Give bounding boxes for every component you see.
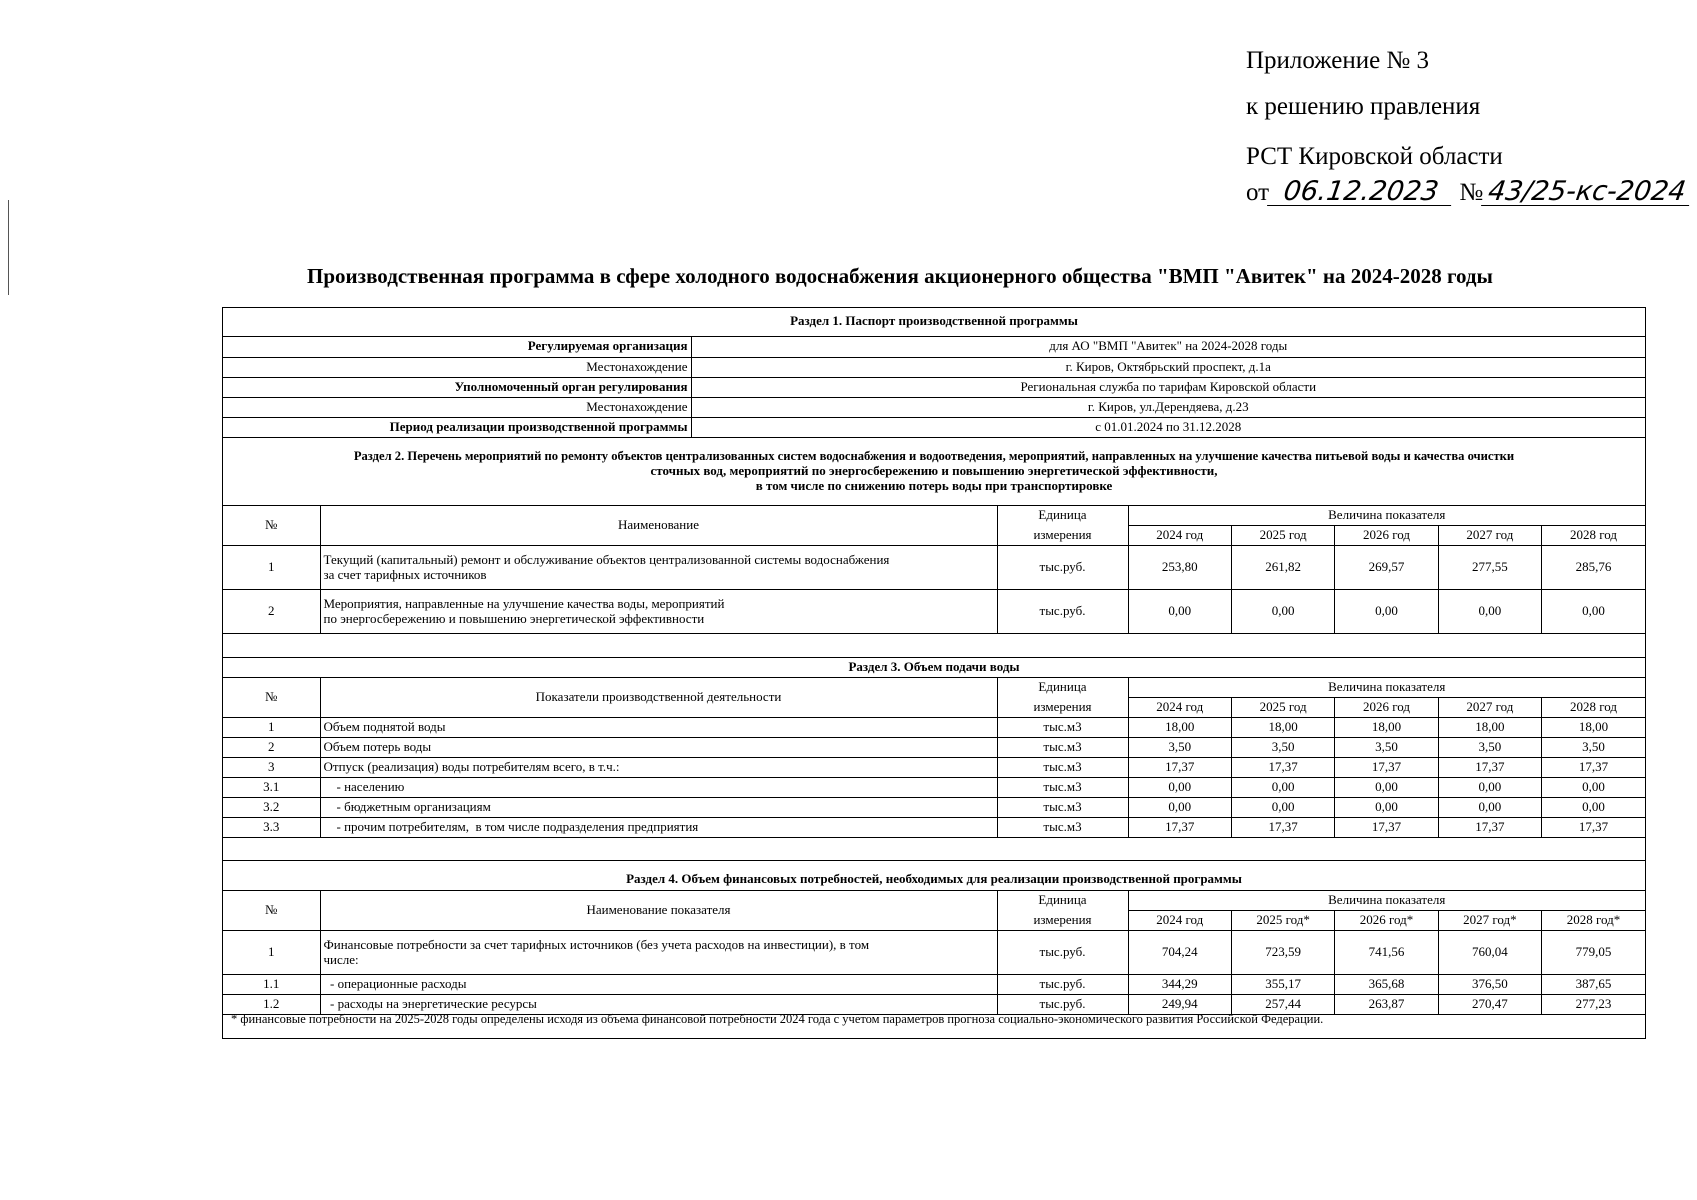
row-value: 0,00 xyxy=(1231,798,1334,818)
row-value: 17,37 xyxy=(1128,758,1231,778)
section2-heading xyxy=(223,438,1645,506)
row-name-line-2: за счет тарифных источников xyxy=(323,566,487,582)
row-no: 2 xyxy=(223,738,320,758)
row-value: 17,37 xyxy=(1335,758,1438,778)
table-row xyxy=(223,718,1645,738)
year-header: 2024 год xyxy=(1128,526,1231,546)
row-value: 376,50 xyxy=(1438,975,1541,995)
row-value: 17,37 xyxy=(1335,818,1438,838)
year-header: 2028 год xyxy=(1542,698,1645,718)
scan-edge-line xyxy=(8,200,9,295)
date-prefix: от xyxy=(1246,179,1270,206)
row-value: 253,80 xyxy=(1128,546,1231,590)
row-name-line-2: числе: xyxy=(323,951,359,967)
row-value: 0,00 xyxy=(1542,590,1645,634)
section4-heading: Раздел 4. Объем финансовых потребностей, необходимых для реализации производственной программы xyxy=(223,861,1645,891)
year-header: 2025 год xyxy=(1231,698,1334,718)
col-unit-header-2: измерения xyxy=(997,698,1128,718)
row-value: 0,00 xyxy=(1335,778,1438,798)
section2-table xyxy=(223,437,1645,634)
section2-header-row xyxy=(223,506,1645,526)
table-row xyxy=(223,818,1645,838)
year-header: 2025 год xyxy=(1231,526,1334,546)
row-value: 0,00 xyxy=(1438,798,1541,818)
table-row xyxy=(223,778,1645,798)
row-value: 387,65 xyxy=(1542,975,1645,995)
row-name-line-1: Финансовые потребности за счет тарифных источников (без учета расходов на инвестиции), в том xyxy=(323,936,870,952)
row-name xyxy=(320,931,997,975)
passport-row xyxy=(223,397,1645,417)
row-name xyxy=(320,590,997,634)
section4-heading-row xyxy=(223,861,1645,891)
row-value: 3,50 xyxy=(1542,738,1645,758)
col-no-header: № xyxy=(223,506,320,546)
col-value-header: Величина показателя xyxy=(1128,678,1645,698)
row-value: 17,37 xyxy=(1128,818,1231,838)
passport-label: Регулируемая организация xyxy=(223,336,691,357)
year-header: 2024 год xyxy=(1128,698,1231,718)
row-value: 344,29 xyxy=(1128,975,1231,995)
section3-heading-row xyxy=(223,658,1645,678)
row-no: 1.1 xyxy=(223,975,320,995)
row-unit: тыс.руб. xyxy=(997,995,1128,1015)
row-unit: тыс.м3 xyxy=(997,738,1128,758)
row-no: 1 xyxy=(223,931,320,975)
row-no: 3.2 xyxy=(223,798,320,818)
document-title: Производственная программа в сфере холодного водоснабжения акционерного общества "ВМП "Авитек" на 2024-2028 годы xyxy=(307,264,1493,288)
table-row xyxy=(223,738,1645,758)
row-value: 17,37 xyxy=(1231,818,1334,838)
passport-row xyxy=(223,336,1645,357)
row-value: 17,37 xyxy=(1438,758,1541,778)
table-row xyxy=(223,798,1645,818)
row-no: 2 xyxy=(223,590,320,634)
year-header: 2024 год xyxy=(1128,911,1231,931)
year-header: 2028 год* xyxy=(1542,911,1645,931)
passport-value: с 01.01.2024 по 31.12.2028 xyxy=(691,417,1645,437)
row-name: Объем поднятой воды xyxy=(320,718,997,738)
handwritten-number: 43/25-кс-2024 xyxy=(1481,178,1693,206)
row-value: 3,50 xyxy=(1438,738,1541,758)
row-value: 0,00 xyxy=(1231,590,1334,634)
row-name-line-1: Текущий (капитальный) ремонт и обслуживание объектов централизованной системы водоснабжения xyxy=(323,551,890,567)
row-value: 3,50 xyxy=(1231,738,1334,758)
row-name: - расходы на энергетические ресурсы xyxy=(320,995,997,1015)
row-value: 249,94 xyxy=(1128,995,1231,1015)
col-value-header: Величина показателя xyxy=(1128,891,1645,911)
approval-line-3: РСТ Кировской области xyxy=(1246,143,1503,170)
row-value: 723,59 xyxy=(1231,931,1334,975)
table-row xyxy=(223,546,1645,590)
row-unit: тыс.м3 xyxy=(997,798,1128,818)
row-name-line-2: по энергосбережению и повышению энергетической эффективности xyxy=(323,610,705,626)
row-name: - операционные расходы xyxy=(320,975,997,995)
row-value: 18,00 xyxy=(1542,718,1645,738)
row-value: 0,00 xyxy=(1438,778,1541,798)
row-value: 0,00 xyxy=(1128,590,1231,634)
row-value: 257,44 xyxy=(1231,995,1334,1015)
row-value: 17,37 xyxy=(1542,818,1645,838)
row-value: 261,82 xyxy=(1231,546,1334,590)
row-value: 270,47 xyxy=(1438,995,1541,1015)
passport-label: Местонахождение xyxy=(223,397,691,417)
year-header: 2026 год xyxy=(1335,698,1438,718)
passport-value: для АО "ВМП "Авитек" на 2024-2028 годы xyxy=(691,336,1645,357)
section2-heading-line-1: Раздел 2. Перечень мероприятий по ремонту объектов централизованных систем водоснабжения и водоотведения, мероприятий, направленных на улучшение качества питьевой воды и качества очистки xyxy=(353,449,1515,464)
table-row xyxy=(223,975,1645,995)
row-value: 760,04 xyxy=(1438,931,1541,975)
year-header: 2027 год xyxy=(1438,526,1541,546)
footnote: * финансовые потребности на 2025-2028 годы определены исходя из объема финансовой потребности 2024 года с учетом параметров прогноза социально-экономического развития Российской Федерации. xyxy=(231,1012,1324,1026)
section3-table xyxy=(223,657,1645,838)
row-name-line-1: Мероприятия, направленные на улучшение качества воды, мероприятий xyxy=(323,595,725,611)
row-value: 17,37 xyxy=(1231,758,1334,778)
table-row xyxy=(223,758,1645,778)
row-unit: тыс.руб. xyxy=(997,931,1128,975)
year-header: 2025 год* xyxy=(1231,911,1334,931)
row-value: 0,00 xyxy=(1231,778,1334,798)
passport-value: г. Киров, Октябрьский проспект, д.1а xyxy=(691,357,1645,377)
section4-table xyxy=(223,860,1645,1015)
row-value: 0,00 xyxy=(1542,778,1645,798)
number-prefix: № xyxy=(1459,179,1484,206)
col-unit-header-2: измерения xyxy=(997,526,1128,546)
row-no: 1 xyxy=(223,546,320,590)
row-value: 3,50 xyxy=(1128,738,1231,758)
approval-line-1: Приложение № 3 xyxy=(1246,47,1430,74)
section2-heading-row xyxy=(223,438,1645,506)
row-value: 18,00 xyxy=(1335,718,1438,738)
row-unit: тыс.м3 xyxy=(997,758,1128,778)
section1-table xyxy=(223,308,1645,438)
row-value: 355,17 xyxy=(1231,975,1334,995)
col-unit-header: Единица xyxy=(997,678,1128,698)
row-value: 741,56 xyxy=(1335,931,1438,975)
passport-value: Региональная служба по тарифам Кировской области xyxy=(691,377,1645,397)
year-header: 2027 год* xyxy=(1438,911,1541,931)
section4-header-row xyxy=(223,891,1645,911)
row-value: 0,00 xyxy=(1128,798,1231,818)
approval-line-2: к решению правления xyxy=(1246,93,1481,120)
row-value: 277,23 xyxy=(1542,995,1645,1015)
section3-header-row xyxy=(223,678,1645,698)
row-name: - прочим потребителям, в том числе подразделения предприятия xyxy=(320,818,997,838)
row-unit: тыс.м3 xyxy=(997,718,1128,738)
row-name: Отпуск (реализация) воды потребителям всего, в т.ч.: xyxy=(320,758,997,778)
row-value: 0,00 xyxy=(1438,590,1541,634)
row-value: 285,76 xyxy=(1542,546,1645,590)
passport-row xyxy=(223,357,1645,377)
row-no: 3.1 xyxy=(223,778,320,798)
passport-label: Период реализации производственной программы xyxy=(223,417,691,437)
row-unit: тыс.м3 xyxy=(997,778,1128,798)
col-unit-header: Единица xyxy=(997,506,1128,526)
row-value: 0,00 xyxy=(1542,798,1645,818)
row-value: 277,55 xyxy=(1438,546,1541,590)
row-name: Объем потерь воды xyxy=(320,738,997,758)
row-unit: тыс.руб. xyxy=(997,546,1128,590)
year-header: 2028 год xyxy=(1542,526,1645,546)
row-name: - населению xyxy=(320,778,997,798)
col-name-header: Наименование показателя xyxy=(320,891,997,931)
year-header: 2026 год* xyxy=(1335,911,1438,931)
col-name-header: Наименование xyxy=(320,506,997,546)
table-row xyxy=(223,931,1645,975)
passport-label: Уполномоченный орган регулирования xyxy=(223,377,691,397)
row-value: 365,68 xyxy=(1335,975,1438,995)
row-value: 269,57 xyxy=(1335,546,1438,590)
row-value: 18,00 xyxy=(1438,718,1541,738)
col-value-header: Величина показателя xyxy=(1128,506,1645,526)
year-header: 2027 год xyxy=(1438,698,1541,718)
passport-row xyxy=(223,417,1645,437)
row-unit: тыс.руб. xyxy=(997,975,1128,995)
row-name xyxy=(320,546,997,590)
row-value: 18,00 xyxy=(1128,718,1231,738)
col-unit-header: Единица xyxy=(997,891,1128,911)
row-value: 0,00 xyxy=(1335,590,1438,634)
program-frame xyxy=(222,307,1646,1039)
row-value: 0,00 xyxy=(1128,778,1231,798)
approval-date-line xyxy=(1246,178,1691,206)
section1-heading: Раздел 1. Паспорт производственной программы xyxy=(223,308,1645,336)
row-value: 3,50 xyxy=(1335,738,1438,758)
row-unit: тыс.руб. xyxy=(997,590,1128,634)
section2-heading-line-2: сточных вод, мероприятий по энергосбережению и повышению энергетической эффективности, xyxy=(650,462,1218,478)
section3-heading: Раздел 3. Объем подачи воды xyxy=(223,658,1645,678)
col-unit-header-2: измерения xyxy=(997,911,1128,931)
row-value: 704,24 xyxy=(1128,931,1231,975)
row-unit: тыс.м3 xyxy=(997,818,1128,838)
passport-label: Местонахождение xyxy=(223,357,691,377)
row-value: 17,37 xyxy=(1542,758,1645,778)
col-no-header: № xyxy=(223,678,320,718)
row-no: 3 xyxy=(223,758,320,778)
row-no: 1 xyxy=(223,718,320,738)
row-no: 3.3 xyxy=(223,818,320,838)
row-no: 1.2 xyxy=(223,995,320,1015)
year-header: 2026 год xyxy=(1335,526,1438,546)
section1-heading-row xyxy=(223,308,1645,336)
row-value: 779,05 xyxy=(1542,931,1645,975)
row-value: 17,37 xyxy=(1438,818,1541,838)
table-row xyxy=(223,590,1645,634)
row-value: 18,00 xyxy=(1231,718,1334,738)
row-name: - бюджетным организациям xyxy=(320,798,997,818)
section2-heading-line-3: в том числе по снижению потерь воды при транспортировке xyxy=(755,477,1113,493)
row-value: 263,87 xyxy=(1335,995,1438,1015)
col-name-header: Показатели производственной деятельности xyxy=(320,678,997,718)
passport-row xyxy=(223,377,1645,397)
row-value: 0,00 xyxy=(1335,798,1438,818)
col-no-header: № xyxy=(223,891,320,931)
passport-value: г. Киров, ул.Дерендяева, д.23 xyxy=(691,397,1645,417)
handwritten-date: 06.12.2023 xyxy=(1267,178,1455,206)
